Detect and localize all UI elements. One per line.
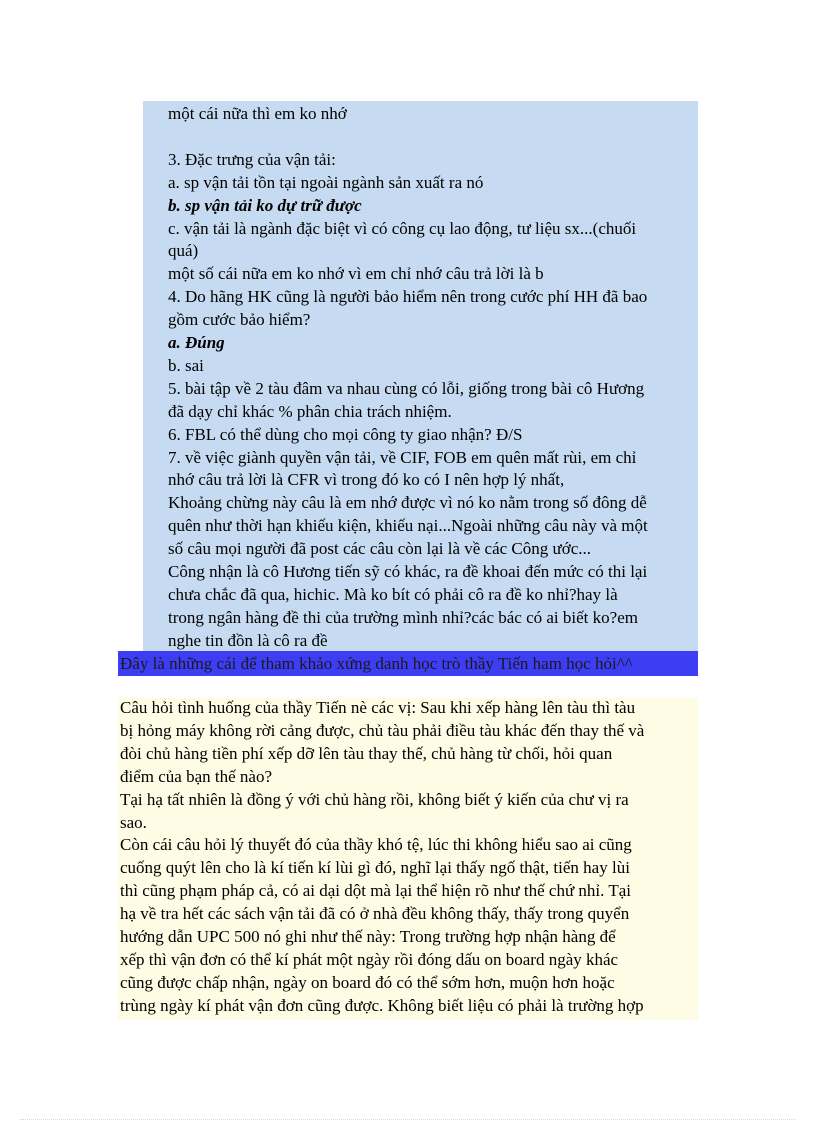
quoted-post-text — [168, 103, 698, 653]
text-line: quá) — [168, 241, 199, 261]
text-line: sao. — [120, 812, 147, 832]
banner-text: Đây là những cái để tham khảo xứng danh học trò thầy Tiến ham học hỏi^^ — [120, 654, 633, 673]
text-line: bị hỏng máy không rời cảng được, chủ tàu phải điều tàu khác đến thay thế và — [120, 720, 645, 740]
text-line: gồm cước bảo hiểm? — [168, 310, 311, 330]
text-line: cũng được chấp nhận, ngày on board đó có thể sớm hơn, muộn hơn hoặc — [120, 972, 615, 992]
text-line: quên như thời hạn khiếu kiện, khiếu nại...Ngoài những câu này và một — [168, 516, 648, 536]
text-line: chưa chắc đã qua, hichic. Mà ko bít có phải cô ra đề ko nhỉ?hay là — [168, 585, 618, 605]
text-line: hạ về tra hết các sách vận tải đã có ở nhà đều không thấy, thấy trong quyển — [120, 904, 630, 924]
text-line: c. vận tải là ngành đặc biệt vì có công cụ lao động, tư liệu sx...(chuối — [168, 218, 637, 238]
text-line: 7. về việc giành quyền vận tải, về CIF, FOB em quên mất rùi, em chỉ — [168, 447, 637, 467]
text-line: Còn cái câu hỏi lý thuyết đó của thầy khó tệ, lúc thi không hiểu sao ai cũng — [120, 835, 632, 855]
highlighted-answer: a. Đúng — [168, 333, 225, 353]
page-bottom-divider — [20, 1119, 796, 1120]
text-line: đã dạy chỉ khác % phân chia trách nhiệm. — [168, 401, 452, 421]
highlighted-answer: b. sp vận tải ko dự trữ được — [168, 195, 362, 215]
text-line: Khoảng chừng này câu là em nhớ được vì nó ko nằm trong số đông dễ — [168, 493, 647, 513]
text-line: hướng dẫn UPC 500 nó ghi như thế này: Trong trường hợp nhận hàng để — [120, 927, 616, 947]
discussion-post-text — [120, 697, 698, 1018]
text-line: một cái nữa thì em ko nhớ — [168, 104, 347, 123]
text-line: cuống quýt lên cho là kí tiến kí lùi gì đó, nghĩ lại thấy ngố thật, tiến hay lùi — [120, 858, 630, 878]
text-line: trong ngân hàng đề thi của trường mình nhỉ?các bác có ai biết ko?em — [168, 607, 638, 627]
text-line: đòi chủ hàng tiền phí xếp dỡ lên tàu thay thế, chủ hàng từ chối, hỏi quan — [120, 743, 613, 763]
section-banner — [118, 651, 698, 676]
text-line: xếp thì vận đơn có thể kí phát một ngày rồi đóng dấu on board ngày khác — [120, 949, 619, 969]
text-line: một số cái nữa em ko nhớ vì em chỉ nhớ câu trả lời là b — [168, 264, 544, 284]
text-line: Câu hỏi tình huống của thầy Tiến nè các vị: Sau khi xếp hàng lên tàu thì tàu — [120, 698, 636, 717]
text-line: a. sp vận tải tồn tại ngoài ngành sản xuất ra nó — [168, 172, 484, 192]
text-line: b. sai — [168, 355, 204, 375]
text-line: nghe tin đồn là cô ra đề — [168, 630, 328, 650]
text-line: điểm của bạn thế nào? — [120, 766, 272, 786]
text-line: Công nhận là cô Hương tiến sỹ có khác, ra đề khoai đến mức có thi lại — [168, 562, 648, 582]
text-line: 5. bài tập về 2 tàu đâm va nhau cùng có lỗi, giống trong bài cô Hương — [168, 378, 645, 398]
text-line: thì cũng phạm pháp cả, có ai dại dột mà lại thể hiện rõ như thế chứ nhỉ. Tại — [120, 881, 631, 901]
text-line: 3. Đặc trưng của vận tải: — [168, 149, 336, 169]
text-line — [168, 126, 698, 149]
text-line: 4. Do hãng HK cũng là người bảo hiểm nên trong cước phí HH đã bao — [168, 287, 648, 307]
text-line: trùng ngày kí phát vận đơn cũng được. Không biết liệu có phải là trường hợp — [120, 995, 644, 1015]
text-line: nhớ câu trả lời là CFR vì trong đó ko có I nên hợp lý nhất, — [168, 470, 565, 490]
text-line: Tại hạ tất nhiên là đồng ý với chủ hàng rồi, không biết ý kiến của chư vị ra — [120, 789, 629, 809]
text-line: số câu mọi người đã post các câu còn lại là về các Công ước... — [168, 539, 592, 559]
text-line: 6. FBL có thể dùng cho mọi công ty giao nhận? Đ/S — [168, 424, 523, 444]
